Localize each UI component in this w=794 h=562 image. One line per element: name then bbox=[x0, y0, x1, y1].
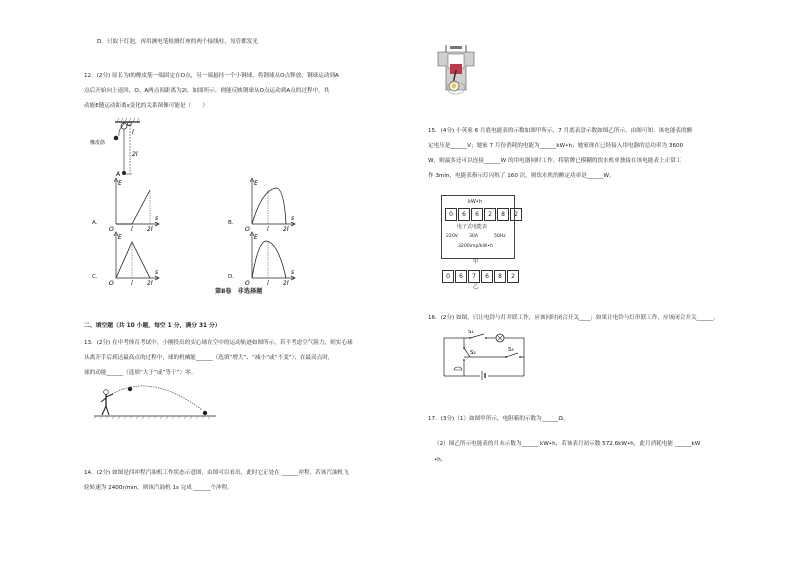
meter-digit: 2 bbox=[484, 208, 496, 221]
fig12-label-2l: 2l bbox=[132, 151, 138, 158]
fig12-label-rubber: 橡皮筋 bbox=[90, 140, 106, 146]
energy-meter-jia bbox=[441, 195, 518, 259]
graph-d-l-label: l bbox=[267, 280, 269, 286]
question-11-option-d: D．只取下灯泡，再用测电笔检测灯座的两个接线柱，氖管都发光 bbox=[97, 39, 258, 45]
graph-b-2l-label: 2l bbox=[283, 226, 289, 232]
question-15-line-4: 作 3min，电能表指示灯闪烁了 160 次，则饮水机的额定功率是______W。 bbox=[428, 173, 615, 179]
graph-d-2l-label: 2l bbox=[283, 280, 289, 286]
question-13-line-1: 13．(2分) 在中考体育考试中，小刚投出的实心球在空中的运动轨迹如图所示，若不考虑空气阻力，则实心球 bbox=[84, 340, 353, 346]
meter-digit: 6 bbox=[455, 270, 467, 283]
graph-b-s-label: s bbox=[291, 215, 295, 222]
graph-a-o-label: O bbox=[109, 226, 114, 232]
meter-spec-imp: 3200imp/kW•h bbox=[458, 244, 493, 249]
meter-digit: 0 bbox=[445, 208, 457, 221]
meter-digit-decimal: 2 bbox=[510, 208, 522, 221]
question-12-line-1: 12．(2分) 原长为l的橡皮筋一端固定在O点，另一端悬挂一个小钢球，将钢球从O点释放，钢球运动到A bbox=[84, 73, 339, 79]
question-12-line-3: 动能E随运动距离s变化的关系图像可能是（ ） bbox=[84, 103, 208, 109]
meter-digit: 6 bbox=[471, 208, 483, 221]
meter-digits-jia bbox=[445, 208, 522, 221]
option-c-label[interactable]: C． bbox=[92, 274, 102, 280]
graph-d-o-label: O bbox=[245, 280, 250, 286]
meter-digits-yi bbox=[442, 270, 519, 283]
graph-b-e-label: E bbox=[254, 180, 258, 187]
graph-d-e-label: E bbox=[254, 234, 258, 241]
graph-c-s-label: s bbox=[155, 269, 159, 276]
section-2-title: 二、填空题（共 10 小题，每空 1 分，满分 31 分） bbox=[84, 323, 221, 329]
engine-cylinder-figure bbox=[432, 40, 480, 106]
meter-digit: 7 bbox=[468, 270, 480, 283]
circuit-label-s3: S₃ bbox=[508, 347, 514, 353]
graph-d bbox=[228, 230, 300, 286]
meter-digit: 0 bbox=[442, 270, 454, 283]
option-b-label[interactable]: B． bbox=[228, 220, 238, 226]
graph-d-s-label: s bbox=[291, 269, 295, 276]
circuit-label-s1: S₁ bbox=[468, 330, 474, 335]
question-15-line-2: 定电压是______V；她家 7 月份消耗的电能为______kW•h；她家现在已经接入用电器的总功率为 3600 bbox=[428, 143, 684, 149]
fig12-label-a: A bbox=[116, 171, 121, 178]
question-16: 16．(2分) 如图，只让电铃与灯并联工作，应该同时闭合开关____；如果让电铃与灯串联工作，应该闭合开关______。 bbox=[428, 315, 719, 321]
graph-c bbox=[92, 230, 164, 286]
fig12-label-l: l bbox=[132, 129, 134, 136]
graph-c-o-label: O bbox=[109, 280, 114, 286]
question-17-line-3: •h。 bbox=[434, 457, 447, 463]
meter-digit: 6 bbox=[481, 270, 493, 283]
meter-digit: 8 bbox=[494, 270, 506, 283]
meter-spec-voltage: 220V bbox=[446, 234, 458, 239]
question-13-line-2: 从离开手后到达最高点的过程中，球的机械能______（选填“增大”、“减小”或“不变”），在最高点时， bbox=[84, 355, 334, 361]
meter-spec-freq: 50Hz bbox=[494, 234, 506, 239]
question-12-line-2: 点后开始向上返回，O、A两点间距离为2l，如图所示。则能反映钢球从O点运动到A点的过程中，其 bbox=[84, 88, 330, 94]
question-17-line-2: （2）图乙所示电能表的月末示数为______ kW•h，若该表月初示数 572.6kW•h，此月消耗电能 ______kW bbox=[434, 441, 701, 447]
option-d-label[interactable]: D． bbox=[228, 274, 238, 280]
meter-digit-decimal: 2 bbox=[507, 270, 519, 283]
graph-c-e-label: E bbox=[118, 234, 122, 241]
fig12-label-o: O bbox=[127, 121, 132, 128]
circuit-diagram bbox=[440, 330, 530, 382]
graph-b-l-label: l bbox=[267, 226, 269, 232]
option-a-label[interactable]: A． bbox=[92, 220, 102, 226]
graph-a-s-label: s bbox=[155, 215, 159, 222]
question-13-line-3: 球的动能______（选填“大于”或“等于”）零。 bbox=[84, 370, 197, 376]
graph-a-2l-label: 2l bbox=[147, 226, 153, 232]
meter-label-jia: 甲 bbox=[473, 259, 479, 265]
meter-spec-current: 30A bbox=[469, 234, 478, 239]
question-17-line-1: 17．(3分)（1）如图甲所示，电阻箱的示数为______Ω。 bbox=[428, 416, 569, 422]
part-2-title: 第Ⅱ卷 非选择题 bbox=[215, 288, 263, 295]
meter-label-yi: 乙 bbox=[473, 284, 479, 290]
graph-b bbox=[228, 176, 300, 232]
graph-c-2l-label: 2l bbox=[147, 280, 153, 286]
rubber-band-figure bbox=[90, 116, 160, 178]
graph-a bbox=[92, 176, 164, 232]
question-15-line-3: W，则最多还可以连接______W 的用电器同时工作。将铭牌已模糊的饮水机单独接在该电能表上正常工 bbox=[428, 158, 682, 164]
graph-a-l-label: l bbox=[131, 226, 133, 232]
graph-c-l-label: l bbox=[131, 280, 133, 286]
graph-a-e-label: E bbox=[118, 180, 122, 187]
question-14-line-1: 14．(2分) 如图是四冲程汽油机工作状态示意图，由图可以看出，此时它正处在 ______冲程，若该汽油机飞 bbox=[84, 470, 349, 476]
graph-b-o-label: O bbox=[245, 226, 250, 232]
circuit-label-s2: S₂ bbox=[470, 350, 476, 356]
meter-name: 电子式电能表 bbox=[457, 224, 488, 230]
meter-digit: 8 bbox=[497, 208, 509, 221]
question-15-line-1: 15．(4分) 小英家 6 月底电能表的示数如图甲所示，7 月底表盘示数如图乙所示，由图可知：该电能表的额 bbox=[428, 128, 693, 134]
question-14-line-2: 轮转速为 2400r/min，则该汽油机 1s 完成 ______个冲程。 bbox=[84, 485, 233, 491]
meter-digit: 6 bbox=[458, 208, 470, 221]
meter-unit: kW•h bbox=[468, 199, 482, 205]
ball-throw-figure bbox=[92, 380, 222, 420]
